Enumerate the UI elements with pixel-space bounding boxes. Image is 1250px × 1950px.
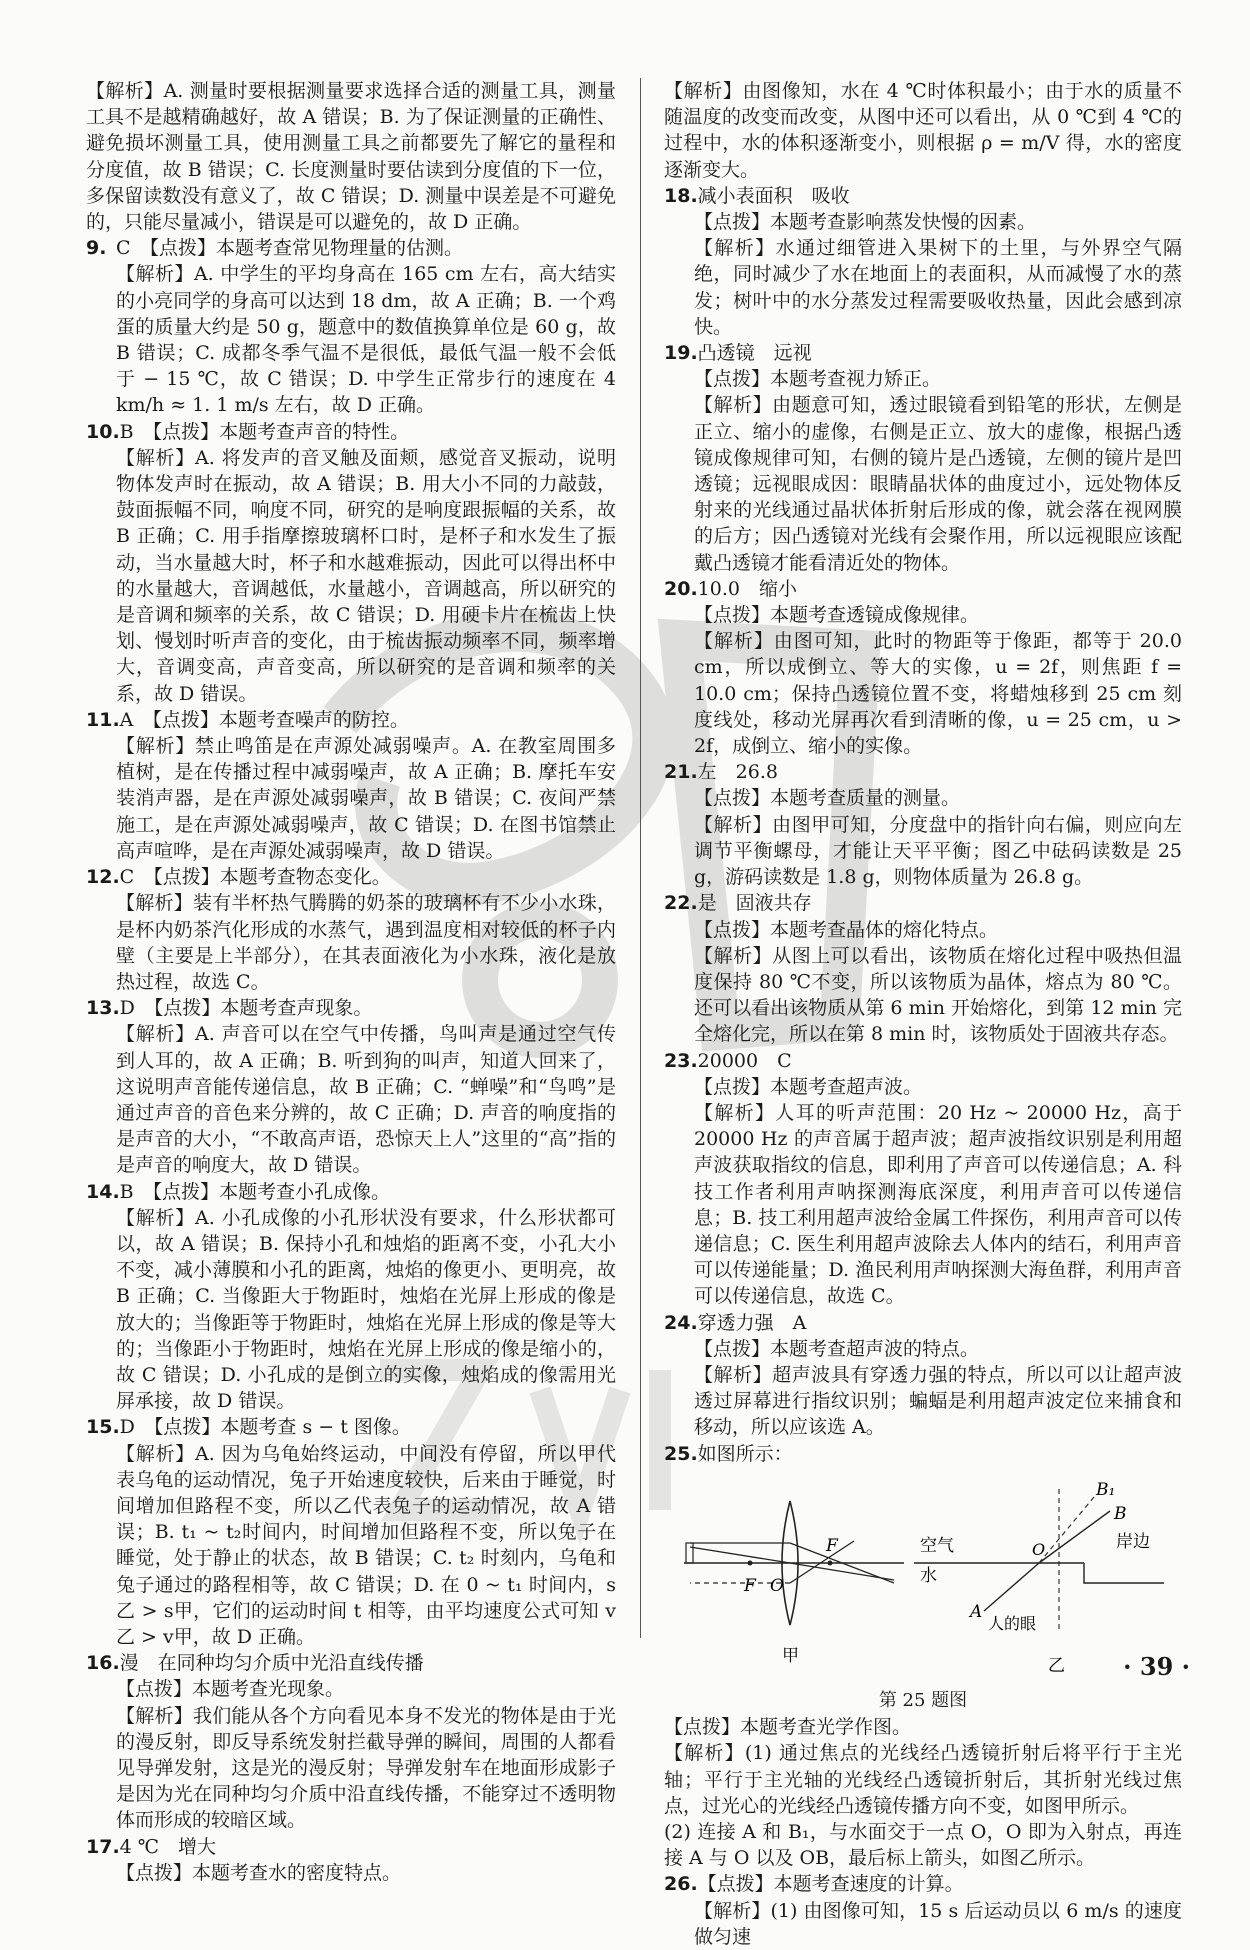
question-number: 16. xyxy=(86,1652,120,1675)
optical-center-label: O xyxy=(770,1575,784,1596)
figure-caption: 第 25 题图 xyxy=(878,1689,968,1711)
left-column xyxy=(86,78,616,1886)
answer-item xyxy=(664,1441,1182,1467)
answer-text: D 【点拨】本题考查 s − t 图像。 xyxy=(119,1416,411,1439)
answer-head xyxy=(664,890,1182,916)
answer-item xyxy=(664,1871,1182,1950)
answer-text: 如图所示： xyxy=(697,1442,793,1465)
figure-jia xyxy=(684,1501,904,1666)
explanation-text: 【点拨】本题考查视力矫正。 【解析】由题意可知，透过眼镜看到铅笔的形状，左侧是正立、缩小的虚像，右侧是正立、放大的虚像，根据凸透镜成像规律可知，右侧的镜片是凸透镜，左侧的镜片是凹透镜；远视眼成因：眼睛晶状体的曲度过小，远处物体反射来的光线通过晶状体折射后形成的像，就会落在视网膜的后方；因凸透镜对光线有会聚作用，所以远视眼应该配戴凸透镜才能看清近处的物体。 xyxy=(694,368,1182,574)
explanation-text: 【解析】禁止鸣笛是在声源处减弱噪声。A. 在教室周围多植树，是在传播过程中减弱噪声，故 A 正确；B. 摩托车安装消声器，是在声源处减弱噪声，故 B 错误；C. 夜间严禁施工，是在声源处减弱噪声，故 C 错误；D. 在图书馆禁止高声喧哗，是在声源处减弱噪声，故 D 错误。 xyxy=(116,735,616,862)
explanation-text: 【点拨】本题考查水的密度特点。 xyxy=(116,1861,402,1884)
answer-item xyxy=(664,576,1182,759)
answer-item xyxy=(664,1310,1182,1441)
answer-head xyxy=(86,995,616,1021)
column-divider xyxy=(640,78,641,1638)
question-number: 13. xyxy=(86,997,120,1020)
answer-head xyxy=(86,1179,616,1205)
answer-head xyxy=(664,340,1182,366)
water-label: 水 xyxy=(920,1565,937,1586)
question-number: 12. xyxy=(86,866,120,889)
explanation-text: 【点拨】本题考查透镜成像规律。 【解析】由图可知，此时的物距等于像距，都等于 20.0 cm，所以成倒立、等大的实像，u = 2f，则焦距 f = 10.0 cm；保持凸透镜位置不变，将蜡烛移到 25 cm 刻度线处，移动光屏再次看到清晰的像，u = 25 cm，u > 2f，成倒立、缩小的实像。 xyxy=(694,604,1182,758)
question-number: 15. xyxy=(86,1416,120,1439)
explanation-text: 【解析】A. 中学生的平均身高在 165 cm 左右，高大结实的小亮同学的身高可以达到 18 dm，故 A 正确；B. 一个鸡蛋的质量大约是 50 g，题意中的数值换算单位是 60 g，故 B 错误；C. 成都冬季气温不是很低，最低气温一般不会低于 − 15 ℃，故 C 错误；D. 中学生正常步行的速度在 4 km/h ≈ 1. 1 m/s 左右，故 D 正确。 xyxy=(116,263,616,417)
answer-head xyxy=(664,1310,1182,1336)
shore-label: 岸边 xyxy=(1116,1531,1150,1552)
answer-text: 20000 C xyxy=(697,1049,792,1072)
answer-text: B 【点拨】本题考查声音的特性。 xyxy=(119,420,410,443)
answer-item xyxy=(664,183,1182,340)
answer-text: A 【点拨】本题考查噪声的防控。 xyxy=(119,708,409,731)
question-number: 20. xyxy=(664,577,698,600)
answer-text: C 【点拨】本题考查常见物理量的估测。 xyxy=(116,237,464,260)
answer-item xyxy=(86,1414,616,1650)
focus-left-label: F xyxy=(744,1575,756,1596)
air-label: 空气 xyxy=(920,1535,954,1556)
explanation-text: 【解析】A. 测量时要根据测量要求选择合适的测量工具，测量工具不是越精确越好，故 A 错误；B. 为了保证测量的正确性、避免损坏测量工具，使用测量工具之前都要先了解它的量程和分度值，故 B 错误；C. 长度测量时要估读到分度值的下一位，多保留读数没有意义了，故 C 错误；D. 测量中误差是不可避免的，只能尽量减小，错误是可以避免的，故 D 正确。 xyxy=(86,80,616,234)
figure-25 xyxy=(664,1471,1182,1681)
explanation-text: 【点拨】本题考查光现象。 【解析】我们能从各个方向看见本身不发光的物体是由于光的漫反射，即反导系统发射拦截导弹的瞬间，周围的人都看见导弹发射，这是光的漫反射；导弹发射车在地面形成影子是因为光在同种均匀介质中沿直线传播，不能穿过不透明物体而形成的较暗区域。 xyxy=(116,1678,616,1832)
answer-text: 减小表面积 吸收 xyxy=(697,184,850,207)
answer-head xyxy=(86,864,616,890)
question-number: 26. xyxy=(664,1873,698,1896)
explanation-text: 【解析】A. 声音可以在空气中传播，鸟叫声是通过空气传到人耳的，故 A 正确；B. 听到狗的叫声，知道人回来了，这说明声音能传递信息，故 B 正确；C. “蝉噪”和“鸟鸣”是通过声音的音色来分辨的，故 C 正确；D. 声音的响度指的是声音的大小，“不敢高声语，恐惊天上人”这里的“高”指的是声音的响度大，故 D 错误。 xyxy=(116,1023,616,1177)
answer-text: D 【点拨】本题考查声现象。 xyxy=(119,997,373,1020)
figure-yi xyxy=(914,1480,1164,1676)
question-number: 25. xyxy=(664,1442,698,1465)
eye-label: 人的眼 xyxy=(988,1613,1037,1633)
explanation-text: 【点拨】本题考查超声波。 【解析】人耳的听声范围：20 Hz ~ 20000 Hz，高于 20000 Hz 的声音属于超声波；超声波指纹识别是利用超声波获取指纹的信息，即利用了声音可以传递信息；A. 科技工作者利用声呐探测海底深度，利用声音可以传递信息；B. 技工利用超声波给金属工件探伤，利用声音可以传递信息；C. 医生利用超声波除去人体内的结石，利用声音可以传递能量；D. 渔民利用声呐探测大海鱼群，利用声音可以传递信息，故选 C。 xyxy=(694,1075,1182,1308)
answer-head xyxy=(86,419,616,445)
explanation-text: 【解析】装有半杯热气腾腾的奶茶的玻璃杯有不少小水珠，是杯内奶茶汽化形成的水蒸气，遇到温度相对较低的杯子内壁（主要是上半部分），在其表面液化为小水珠，液化是放热过程，故选 C。 xyxy=(116,892,616,993)
page-number: · 39 · xyxy=(1123,1652,1190,1681)
answer-item xyxy=(86,864,616,995)
answer-head xyxy=(86,235,616,261)
explanation-text: 【点拨】本题考查超声波的特点。 【解析】超声波具有穿透力强的特点，所以可以让超声波透过屏幕进行指纹识别；蝙蝠是利用超声波定位来捕食和移动，所以应该选 A。 xyxy=(694,1337,1182,1439)
answer-text: 左 26.8 xyxy=(697,761,778,784)
question-number: 23. xyxy=(664,1049,698,1072)
answer-item xyxy=(86,419,616,707)
answer-text: 4 ℃ 增大 xyxy=(119,1835,217,1858)
right-column xyxy=(664,78,1182,1950)
answer-text: 穿透力强 A xyxy=(697,1311,807,1334)
explanation-text: 【点拨】本题考查光学作图。 【解析】(1) 通过焦点的光线经凸透镜折射后将平行于主光轴；平行于主光轴的光线经凸透镜折射后，其折射光线过焦点，过光心的光线经凸透镜传播方向不变，如图甲所示。 (2) 连接 A 和 B₁，与水面交于一点 O，O 即为入射点，再连接 A 与 O 以及 OB，最后标上箭头，如图乙所示。 xyxy=(664,1716,1182,1870)
explanation-text: 【解析】(1) 由图像可知，15 s 后运动员以 6 m/s 的速度做匀速 xyxy=(694,1899,1182,1948)
answer-head xyxy=(86,1834,616,1860)
point-b-label: B xyxy=(1114,1503,1127,1524)
answer-text: 10.0 缩小 xyxy=(697,577,797,600)
explanation-text: 【解析】A. 因为乌龟始终运动，中间没有停留，所以甲代表乌龟的运动情况，兔子开始速度较快，后来由于睡觉，时间增加但路程不变，所以乙代表兔子的运动情况，故 A 错误；B. t₁ ~ t₂时间内，时间增加但路程不变，所以兔子在睡觉，处于静止的状态，故 B 错误；C. t₂ 时刻内，乌龟和兔子通过的路程相等，故 C 错误；D. 在 0 ~ t₁ 时间内，s乙 > s甲，它们的运动时间 t 相等，由平均速度公式可知 v乙 > v甲，故 D 正确。 xyxy=(116,1442,616,1648)
answer-head xyxy=(664,759,1182,785)
question-number: 17. xyxy=(86,1835,120,1858)
question-number: 11. xyxy=(86,708,120,731)
figure-jia-label: 甲 xyxy=(782,1645,799,1666)
focus-right-label: F xyxy=(826,1535,838,1556)
answer-item xyxy=(664,890,1182,1047)
answer-text: B 【点拨】本题考查小孔成像。 xyxy=(119,1180,391,1203)
answer-item xyxy=(664,759,1182,890)
question-number: 9. xyxy=(86,237,107,260)
explanation-text: 【点拨】本题考查晶体的熔化特点。 【解析】从图上可以看出，该物质在熔化过程中吸热但温度保持 80 ℃不变，所以该物质为晶体，熔点为 80 ℃。还可以看出该物质从第 6 min 开始熔化，到第 12 min 完全熔化完，所以在第 8 min 时，该物质处于固液共存态。 xyxy=(694,918,1182,1046)
answer-item xyxy=(86,1834,616,1886)
answer-item xyxy=(664,340,1182,576)
answer-item xyxy=(86,235,616,418)
answer-head xyxy=(664,1441,1182,1467)
explanation-text: 【解析】由图像知，水在 4 ℃时体积最小；由于水的质量不随温度的改变而改变，从图中还可以看出，从 0 ℃到 4 ℃的过程中，水的体积逐渐变小，则根据 ρ = m/V 得，水的密度逐渐变大。 xyxy=(664,80,1182,181)
point-b1-label: B₁ xyxy=(1096,1479,1116,1500)
answer-item xyxy=(86,707,616,864)
answer-item xyxy=(664,1714,1182,1871)
answer-item xyxy=(86,1650,616,1833)
explanation-text: 【解析】A. 将发声的音叉触及面颊，感觉音叉振动，说明物体发声时在振动，故 A 错误；B. 用大小不同的力敲鼓，鼓面振幅不同，响度不同，研究的是响度跟振幅的关系，故 B 正确；C. 用手指摩擦玻璃杯口时，是杯子和水发生了振动，当水量越大时，杯子和水越难振动，因此可以得出杯中的水量越大，音调越低，水量越小，音调越高，所以研究的是音调和频率的关系，故 C 错误；D. 用硬卡片在梳齿上快划、慢划时听声音的变化，由于梳齿振动频率不同，频率增大，音调变高，声音变高，所以研究的是音调和频率的关系，故 D 错误。 xyxy=(116,446,616,705)
question-number: 21. xyxy=(664,761,698,784)
answer-head xyxy=(86,1414,616,1440)
answer-text: 【点拨】本题考查速度的计算。 xyxy=(697,1873,964,1896)
incidence-point-label: O xyxy=(1032,1539,1046,1559)
answer-head xyxy=(664,183,1182,209)
answer-text: 漫 在同种均匀介质中光沿直线传播 xyxy=(119,1652,424,1675)
answer-text: C 【点拨】本题考查物态变化。 xyxy=(119,866,391,889)
answer-item xyxy=(86,995,616,1178)
answer-item xyxy=(86,1179,616,1415)
answer-head xyxy=(664,1871,1182,1897)
answer-item xyxy=(86,78,616,235)
figure-yi-label: 乙 xyxy=(1048,1655,1065,1676)
explanation-text: 【点拨】本题考查影响蒸发快慢的因素。 【解析】水通过细管进入果树下的土里，与外界空气隔绝，同时减少了水在地面上的表面积，从而减慢了水的蒸发；树叶中的水分蒸发过程需要吸收热量，因此会感到凉快。 xyxy=(694,211,1182,338)
answer-text: 凸透镜 远视 xyxy=(697,342,812,365)
question-number: 14. xyxy=(86,1180,120,1203)
answer-text: 是 固液共存 xyxy=(697,892,812,915)
answer-head xyxy=(664,1048,1182,1074)
question-number: 24. xyxy=(664,1311,698,1334)
explanation-text: 【点拨】本题考查质量的测量。 【解析】由图甲可知，分度盘中的指针向右偏，则应向左调节平衡螺母，才能让天平平衡；图乙中砝码读数是 25 g，游码读数是 1.8 g，则物体质量为 26.8 g。 xyxy=(694,787,1182,889)
answer-item xyxy=(664,78,1182,183)
question-number: 18. xyxy=(664,184,698,207)
question-number: 10. xyxy=(86,420,120,443)
answer-head xyxy=(86,707,616,733)
answer-item xyxy=(664,1048,1182,1310)
question-number: 19. xyxy=(664,342,698,365)
answer-head xyxy=(664,576,1182,602)
answer-head xyxy=(86,1650,616,1676)
question-number: 22. xyxy=(664,892,698,915)
explanation-text: 【解析】A. 小孔成像的小孔形状没有要求，什么形状都可以，故 A 错误；B. 保持小孔和烛焰的距离不变，小孔大小不变，减小薄膜和小孔的距离，烛焰的像更小、更明亮，故 B 正确；C. 当像距大于物距时，烛焰在光屏上形成的像是放大的；当像距等于物距时，烛焰在光屏上形成的像是等大的；当像距小于物距时，烛焰在光屏上形成的像是缩小的，故 C 错误；D. 小孔成的是倒立的实像，烛焰成的像需用光屏承接，故 D 错误。 xyxy=(116,1206,616,1413)
point-a-label: A xyxy=(970,1601,983,1622)
